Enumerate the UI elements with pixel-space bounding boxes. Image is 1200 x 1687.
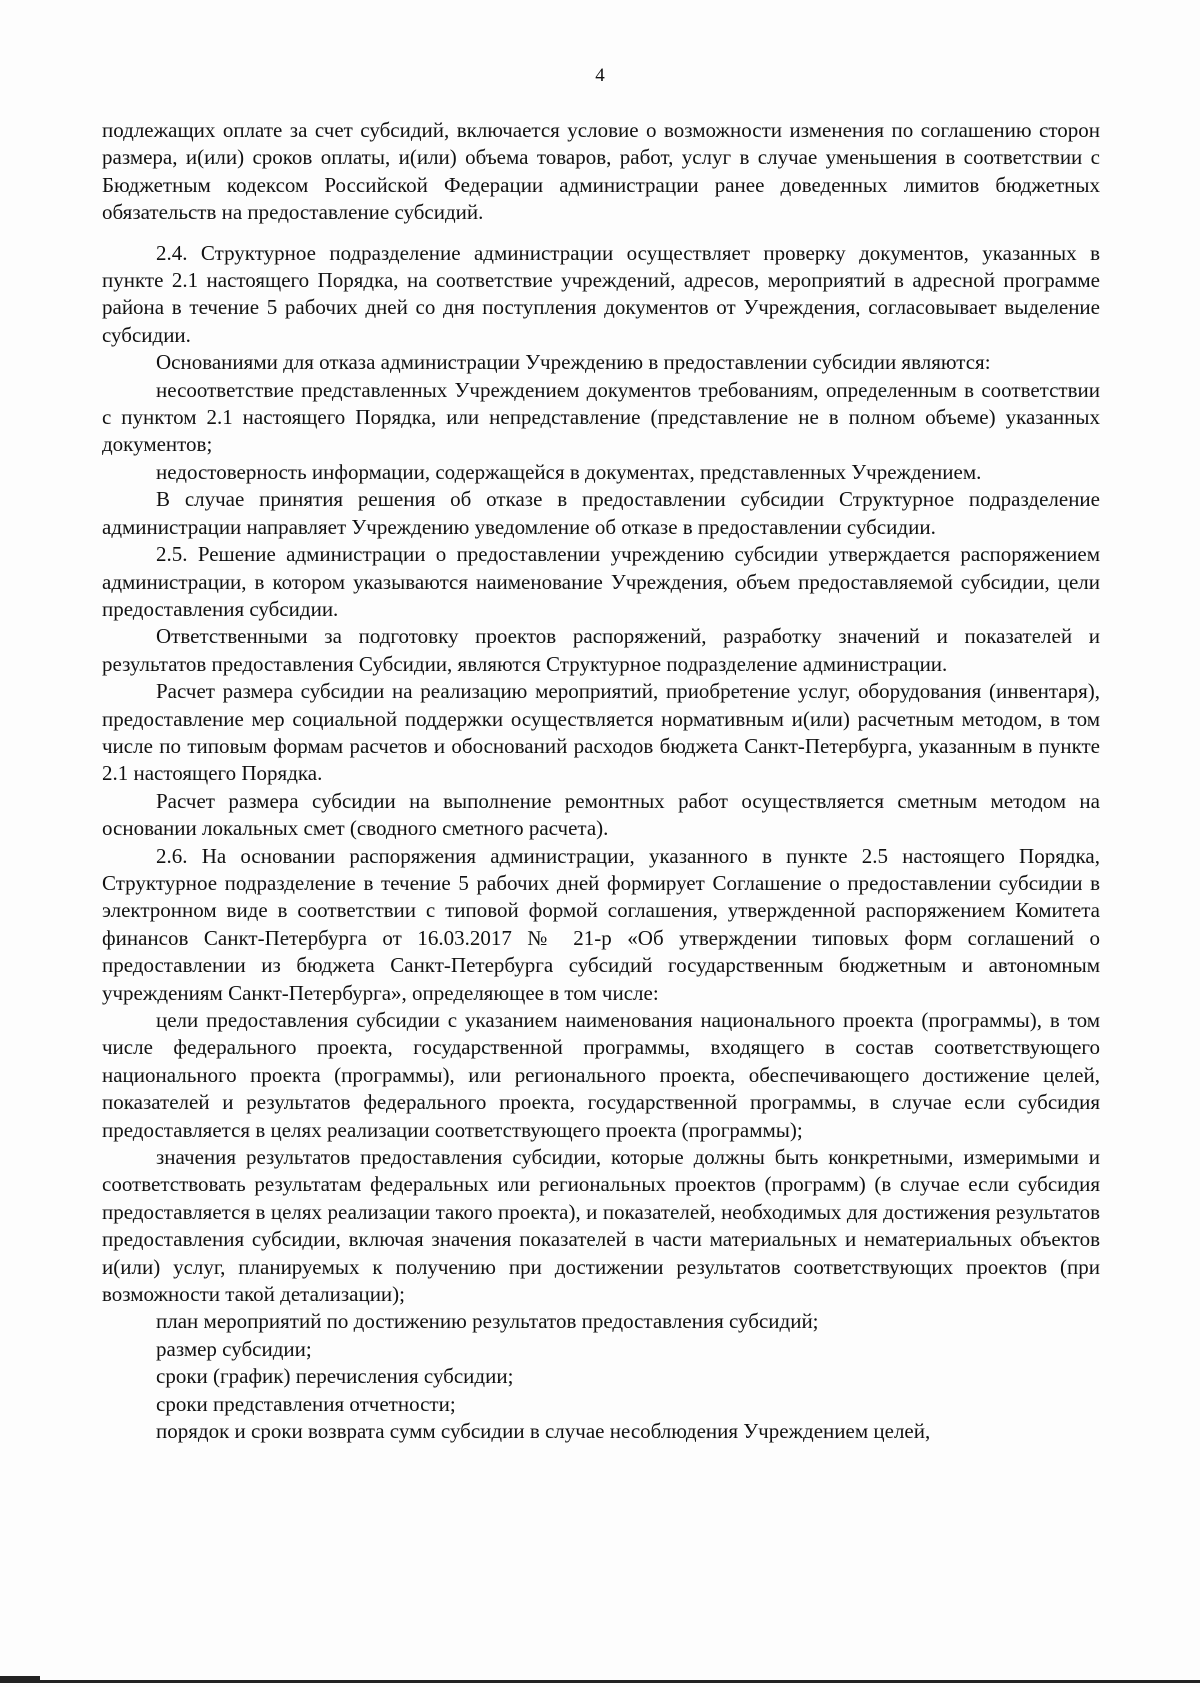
paragraph: Основаниями для отказа администрации Учреждению в предоставлении субсидии являются:	[156, 350, 991, 375]
list-item: сроки (график) перечисления субсидии;	[156, 1364, 514, 1389]
list-item: значения результатов предоставления субсидии, которые должны быть конкретными, измеримыми и соответствовать результатам федеральных или региональных проектов (программ) (в случае если субсидия предоставляется в целях реализации такого проекта), и показателей, необходимых для достижения результатов предоставления субсидии, включая значения показателей в части материальных и нематериальных объектов и(или) услуг, планируемых к получению при достижении результатов соответствующих проектов (при возможности такой детализации);	[102, 1145, 1100, 1307]
paragraph: Расчет размера субсидии на выполнение ремонтных работ осуществляется сметным методом на основании локальных смет (сводного сметного расчета).	[102, 788, 1100, 841]
list-item: порядок и сроки возврата сумм субсидии в случае несоблюдения Учреждением целей,	[156, 1419, 931, 1444]
list-item: размер субсидии;	[156, 1336, 312, 1361]
page-number: 4	[595, 65, 605, 86]
paragraph: недостоверность информации, содержащейся в документах, представленных Учреждением.	[156, 459, 982, 484]
paragraph: Ответственными за подготовку проектов распоряжений, разработку значений и показателей и результатов предоставления Субсидии, являются Структурное подразделение администрации.	[102, 624, 1100, 676]
scan-bottom-edge	[0, 1680, 1200, 1683]
list-item: цели предоставления субсидии с указанием наименования национального проекта (программы), в том числе федерального проекта, государственной программы, входящего в состав соответствующего национального проекта (программы), или регионального проекта, обеспечивающего достижение целей, показателей и результатов федерального проекта, государственной программы, в случае если субсидия предоставляется в целях реализации соответствующего проекта (программы);	[102, 1008, 1100, 1142]
paragraph-section-2-6: 2.6. На основании распоряжения администрации, указанного в пункте 2.5 настоящего Порядка, Структурное подразделение в течение 5 рабочих дней формирует Соглашение о предоставлении субсидии в электронном виде в соответствии с типовой формой соглашения, утвержденной распоряжением Комитета финансов Санкт-Петербурга от 16.03.2017 № 21-р «Об утверждении типовых форм соглашений о предоставлении из бюджета Санкт-Петербурга субсидий государственным бюджетным и автономным учреждениям Санкт-Петербурга», определяющее в том числе:	[102, 843, 1100, 1005]
paragraph: В случае принятия решения об отказе в предоставлении субсидии Структурное подразделение администрации направляет Учреждению уведомление об отказе в предоставлении субсидии.	[102, 487, 1100, 539]
paragraph-section-2-4: 2.4. Структурное подразделение администрации осуществляет проверку документов, указанных в пункте 2.1 настоящего Порядка, на соответствие учреждений, адресов, мероприятий в адресной программе района в течение 5 рабочих дней со дня поступления документов от Учреждения, согласовывает выделение субсидии.	[102, 240, 1100, 347]
paragraph: несоответствие представленных Учреждением документов требованиям, определенным в соответствии с пунктом 2.1 настоящего Порядка, или непредставление (представление не в полном объеме) указанных документов;	[102, 377, 1100, 457]
list-item: план мероприятий по достижению результатов предоставления субсидий;	[156, 1309, 819, 1334]
paragraph: Расчет размера субсидии на реализацию мероприятий, приобретение услуг, оборудования (инвентаря), предоставление мер социальной поддержки осуществляется нормативным и(или) расчетным методом, в том числе по типовым формам расчетов и обоснований расходов бюджета Санкт-Петербурга, указанным в пункте 2.1 настоящего Порядка.	[102, 679, 1100, 786]
list-item: сроки представления отчетности;	[156, 1391, 456, 1416]
paragraph-section-2-5: 2.5. Решение администрации о предоставлении учреждению субсидии утверждается распоряжением администрации, в котором указываются наименование Учреждения, объем предоставляемой субсидии, цели предоставления субсидии.	[102, 542, 1100, 621]
document-body	[102, 117, 1100, 1446]
paragraph: подлежащих оплате за счет субсидий, включается условие о возможности изменения по соглашению сторон размера, и(или) сроков оплаты, и(или) объема товаров, работ, услуг в случае уменьшения в соответствии с Бюджетным кодексом Российской Федерации администрации ранее доведенных лимитов бюджетных обязательств на предоставление субсидий.	[102, 118, 1100, 225]
